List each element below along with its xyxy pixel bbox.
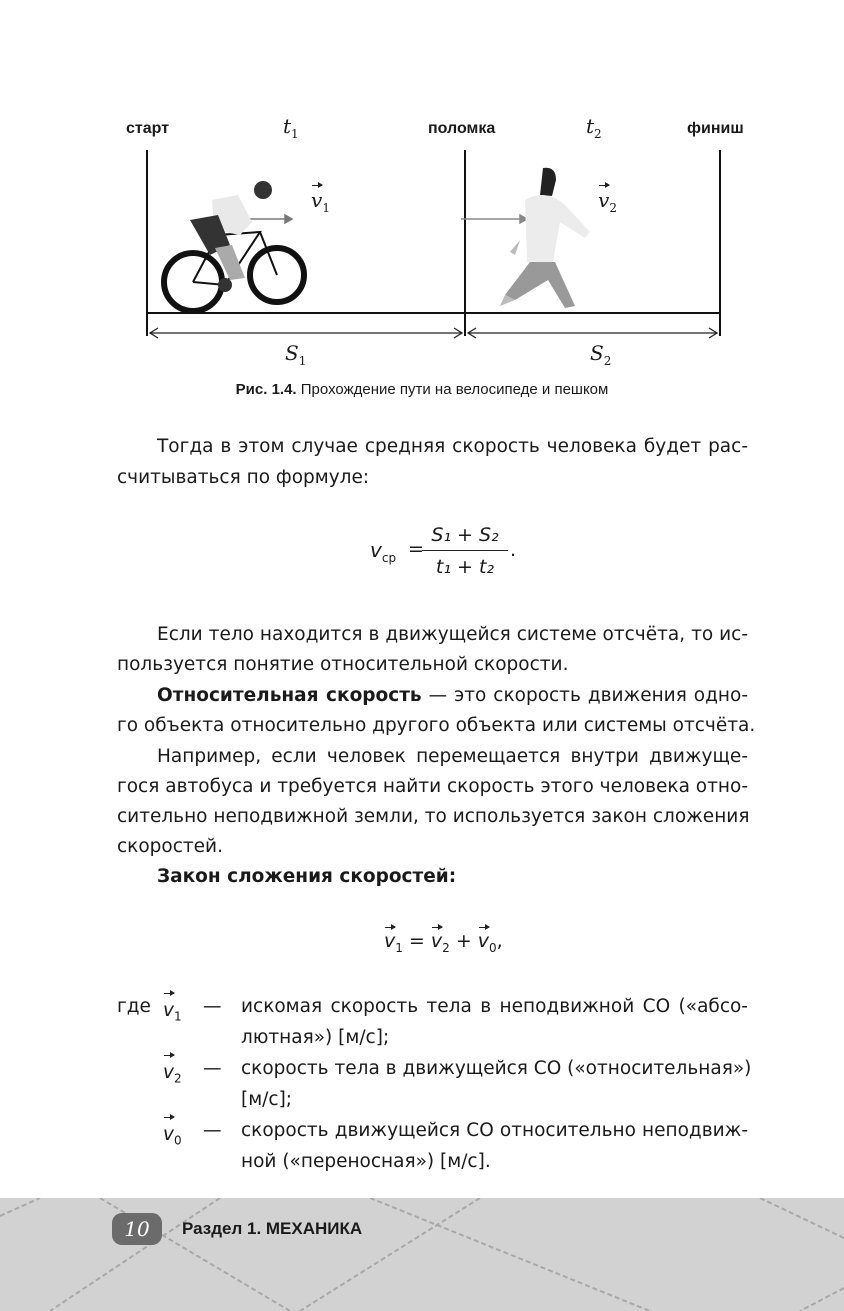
formula-end: . <box>510 539 517 561</box>
velocity-addition-formula: $v_1 = v_2 + v_0$, <box>384 930 503 955</box>
paragraph-line: го объекта относительно другого объекта или системы отсчёта. <box>117 715 756 736</box>
label-finish: финиш <box>687 120 744 137</box>
paragraph-line: пользуется понятие относительной скорости. <box>117 654 569 675</box>
paragraph-line: скоростей. <box>117 836 223 857</box>
section-heading: Закон сложения скоростей: <box>157 866 457 887</box>
def-line: скорость тела в движущейся СО («относительная») <box>241 1058 752 1079</box>
paragraph-line: Относительная скорость — это скорость движения одно- <box>157 685 748 706</box>
fraction-bar <box>422 550 508 551</box>
paragraph-line: Например, если человек перемещается внутри движуще- <box>157 746 748 767</box>
paragraph-line: считываться по формуле: <box>117 467 370 488</box>
def-symbol: $v_1$ <box>163 996 182 1032</box>
v1-label: $v_1$ <box>311 188 330 215</box>
s2-arrow <box>468 328 717 338</box>
def-symbol: $v_0$ <box>163 1120 182 1156</box>
walker-icon <box>500 168 590 308</box>
def-line: скорость движущейся СО относительно неподвиж- <box>241 1120 748 1141</box>
paragraph-line: Если тело находится в движущейся системе отсчёта, то ис- <box>157 624 748 645</box>
paragraph-line: гося автобуса и требуется найти скорость этого человека отно- <box>117 776 748 797</box>
t2-label: $t_2$ <box>586 114 602 141</box>
paragraph-line: сительно неподвижной земли, то используется закон сложения <box>117 806 750 827</box>
figure-caption: Рис. 1.4. Прохождение пути на велосипеде и пешком <box>235 381 609 398</box>
def-symbol: $v_2$ <box>163 1058 182 1094</box>
formula-eq: = <box>408 538 424 560</box>
s1-arrow <box>150 328 462 338</box>
v2-arrow <box>461 215 527 223</box>
paragraph-line: Тогда в этом случае средняя скорость человека будет рас- <box>157 436 748 457</box>
label-breakdown: поломка <box>428 120 496 137</box>
page-number: 10 <box>112 1213 162 1245</box>
section-title: Раздел 1. МЕХАНИКА <box>182 1219 363 1238</box>
def-line: искомая скорость тела в неподвижной СО («абсо- <box>241 996 748 1017</box>
formula-denominator: t₁ + t₂ <box>435 556 495 578</box>
t1-label: $t_1$ <box>283 114 299 141</box>
def-dash: — <box>203 1120 222 1141</box>
def-line: лютная») [м/с]; <box>241 1027 390 1048</box>
def-line: [м/с]; <box>241 1089 293 1110</box>
def-line: ной («переносная») [м/с]. <box>241 1151 491 1172</box>
where-label: где <box>117 996 151 1017</box>
motion-figure <box>0 0 844 380</box>
cyclist-icon <box>164 181 304 311</box>
def-dash: — <box>203 1058 222 1079</box>
v2-label: $v_2$ <box>598 188 617 215</box>
s2-label: $S_2$ <box>590 341 612 368</box>
def-dash: — <box>203 996 222 1017</box>
formula-v-avg: $v_{ср}$ <box>370 538 397 565</box>
formula-numerator: S₁ + S₂ <box>431 524 499 546</box>
label-start: старт <box>126 120 170 137</box>
s1-label: $S_1$ <box>285 341 307 368</box>
